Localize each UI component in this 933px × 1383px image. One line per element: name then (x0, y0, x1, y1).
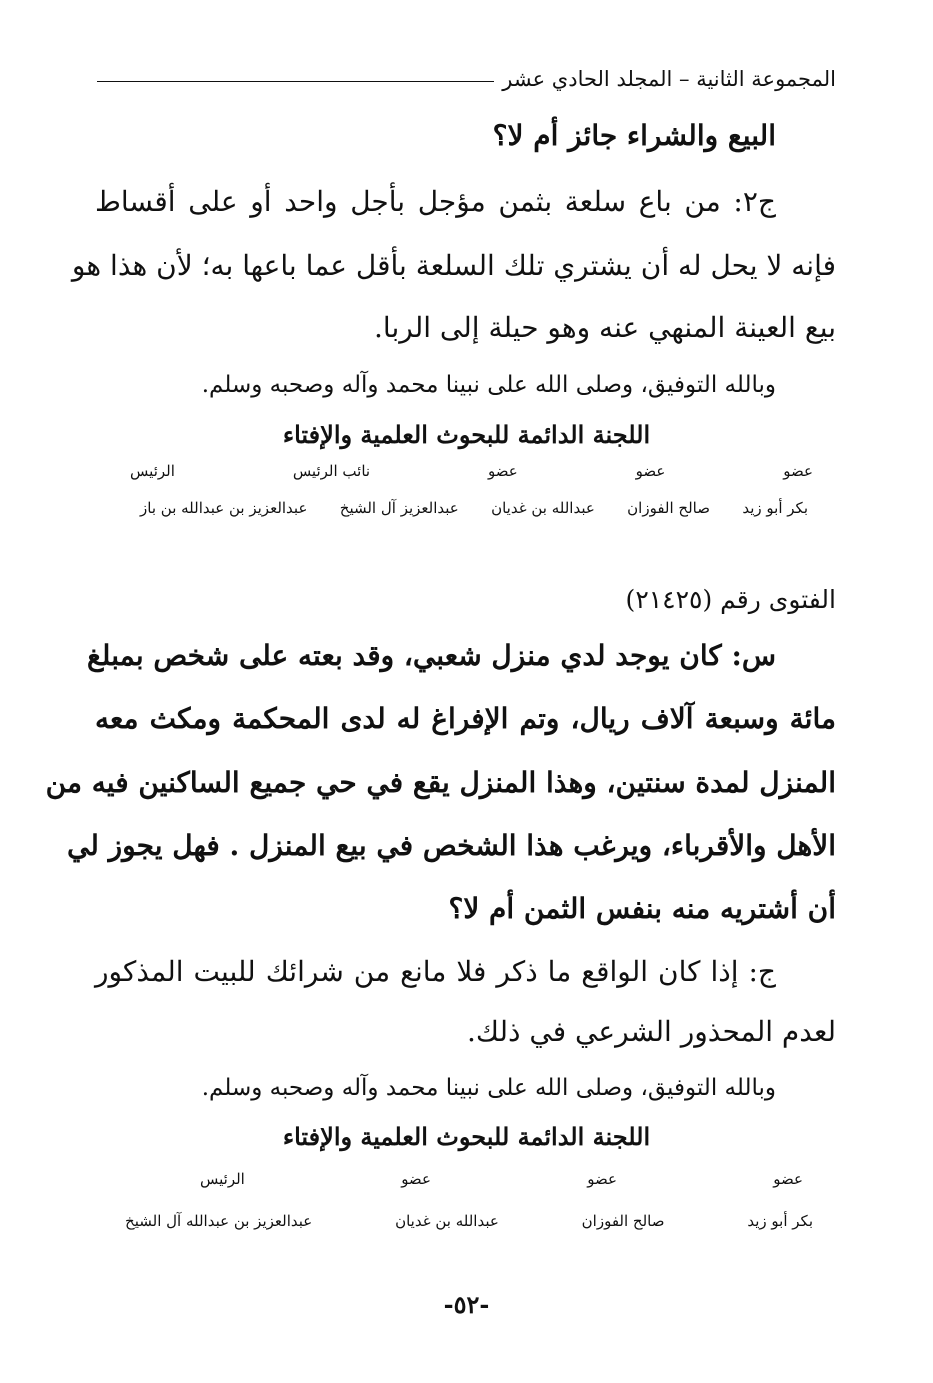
signatory-name: عبدالله بن غديان (395, 1212, 499, 1230)
page-number: -٥٢- (443, 1290, 490, 1319)
signatories-roles (130, 462, 813, 480)
question-tail: البيع والشراء جائز أم لا؟ (492, 119, 776, 152)
signatory-name: صالح الفوزان (627, 499, 710, 517)
question-line: المنزل لمدة سنتين، وهذا المنزل يقع في حي جميع الساكنين فيه من (45, 766, 836, 799)
question-line: س: كان يوجد لدي منزل شعبي، وقد بعته على شخص بمبلغ (87, 639, 776, 672)
question-line: مائة وسبعة آلاف ريال، وتم الإفراغ له لدى المحكمة ومكث معه (95, 702, 836, 735)
signatory-name: صالح الفوزان (581, 1212, 665, 1230)
signatory-role: الرئيس (130, 462, 175, 480)
committee-name: اللجنة الدائمة للبحوث العلمية والإفتاء (282, 420, 651, 449)
signatory-name: بكر أبو زيد (747, 1212, 813, 1230)
running-header (97, 62, 836, 96)
committee-name: اللجنة الدائمة للبحوث العلمية والإفتاء (282, 1122, 651, 1151)
header-rule (97, 81, 494, 82)
fatwa-number: الفتوى رقم (٢١٤٢٥) (625, 585, 836, 614)
answer-line: ج: إذا كان الواقع ما ذكر فلا مانع من شرائك للبيت المذكور (95, 955, 776, 988)
signatories-names (125, 1212, 813, 1230)
signatory-role: عضو (635, 462, 666, 480)
question-line: الأهل والأقرباء، ويرغب هذا الشخص في بيع المنزل . فهل يجوز لي (67, 829, 836, 862)
answer-line: لعدم المحذور الشرعي في ذلك. (467, 1015, 836, 1048)
signatory-role: عضو (488, 462, 518, 480)
header-title: المجموعة الثانية – المجلد الحادي عشر (502, 67, 836, 91)
signatory-role: عضو (587, 1170, 617, 1188)
signatory-role: عضو (773, 1170, 803, 1188)
signatory-role: عضو (401, 1170, 431, 1188)
answer-line: بيع العينة المنهي عنه وهو حيلة إلى الربا. (374, 311, 836, 344)
signatory-name: بكر أبو زيد (742, 499, 808, 517)
closing-line: وبالله التوفيق، وصلى الله على نبينا محمد وآله وصحبه وسلم. (201, 1075, 776, 1101)
signatory-name: عبدالله بن غديان (491, 499, 595, 517)
closing-line: وبالله التوفيق، وصلى الله على نبينا محمد وآله وصحبه وسلم. (201, 372, 776, 398)
signatory-name: عبدالعزيز بن عبدالله آل الشيخ (125, 1212, 313, 1230)
answer-line: ج٢: من باع سلعة بثمن مؤجل بأجل واحد أو على أقساط (95, 185, 776, 218)
signatory-role: عضو (783, 462, 813, 480)
signatories-names (140, 499, 808, 517)
signatories-roles (200, 1170, 803, 1188)
answer-line: فإنه لا يحل له أن يشتري تلك السلعة بأقل عما باعها به؛ لأن هذا هو (71, 249, 836, 282)
question-line: أن أشتريه منه بنفس الثمن أم لا؟ (448, 892, 836, 925)
signatory-role: نائب الرئيس (292, 462, 371, 480)
signatory-role: الرئيس (200, 1170, 245, 1188)
signatory-name: عبدالعزيز بن عبدالله بن باز (140, 499, 308, 517)
signatory-name: عبدالعزيز آل الشيخ (339, 499, 459, 517)
